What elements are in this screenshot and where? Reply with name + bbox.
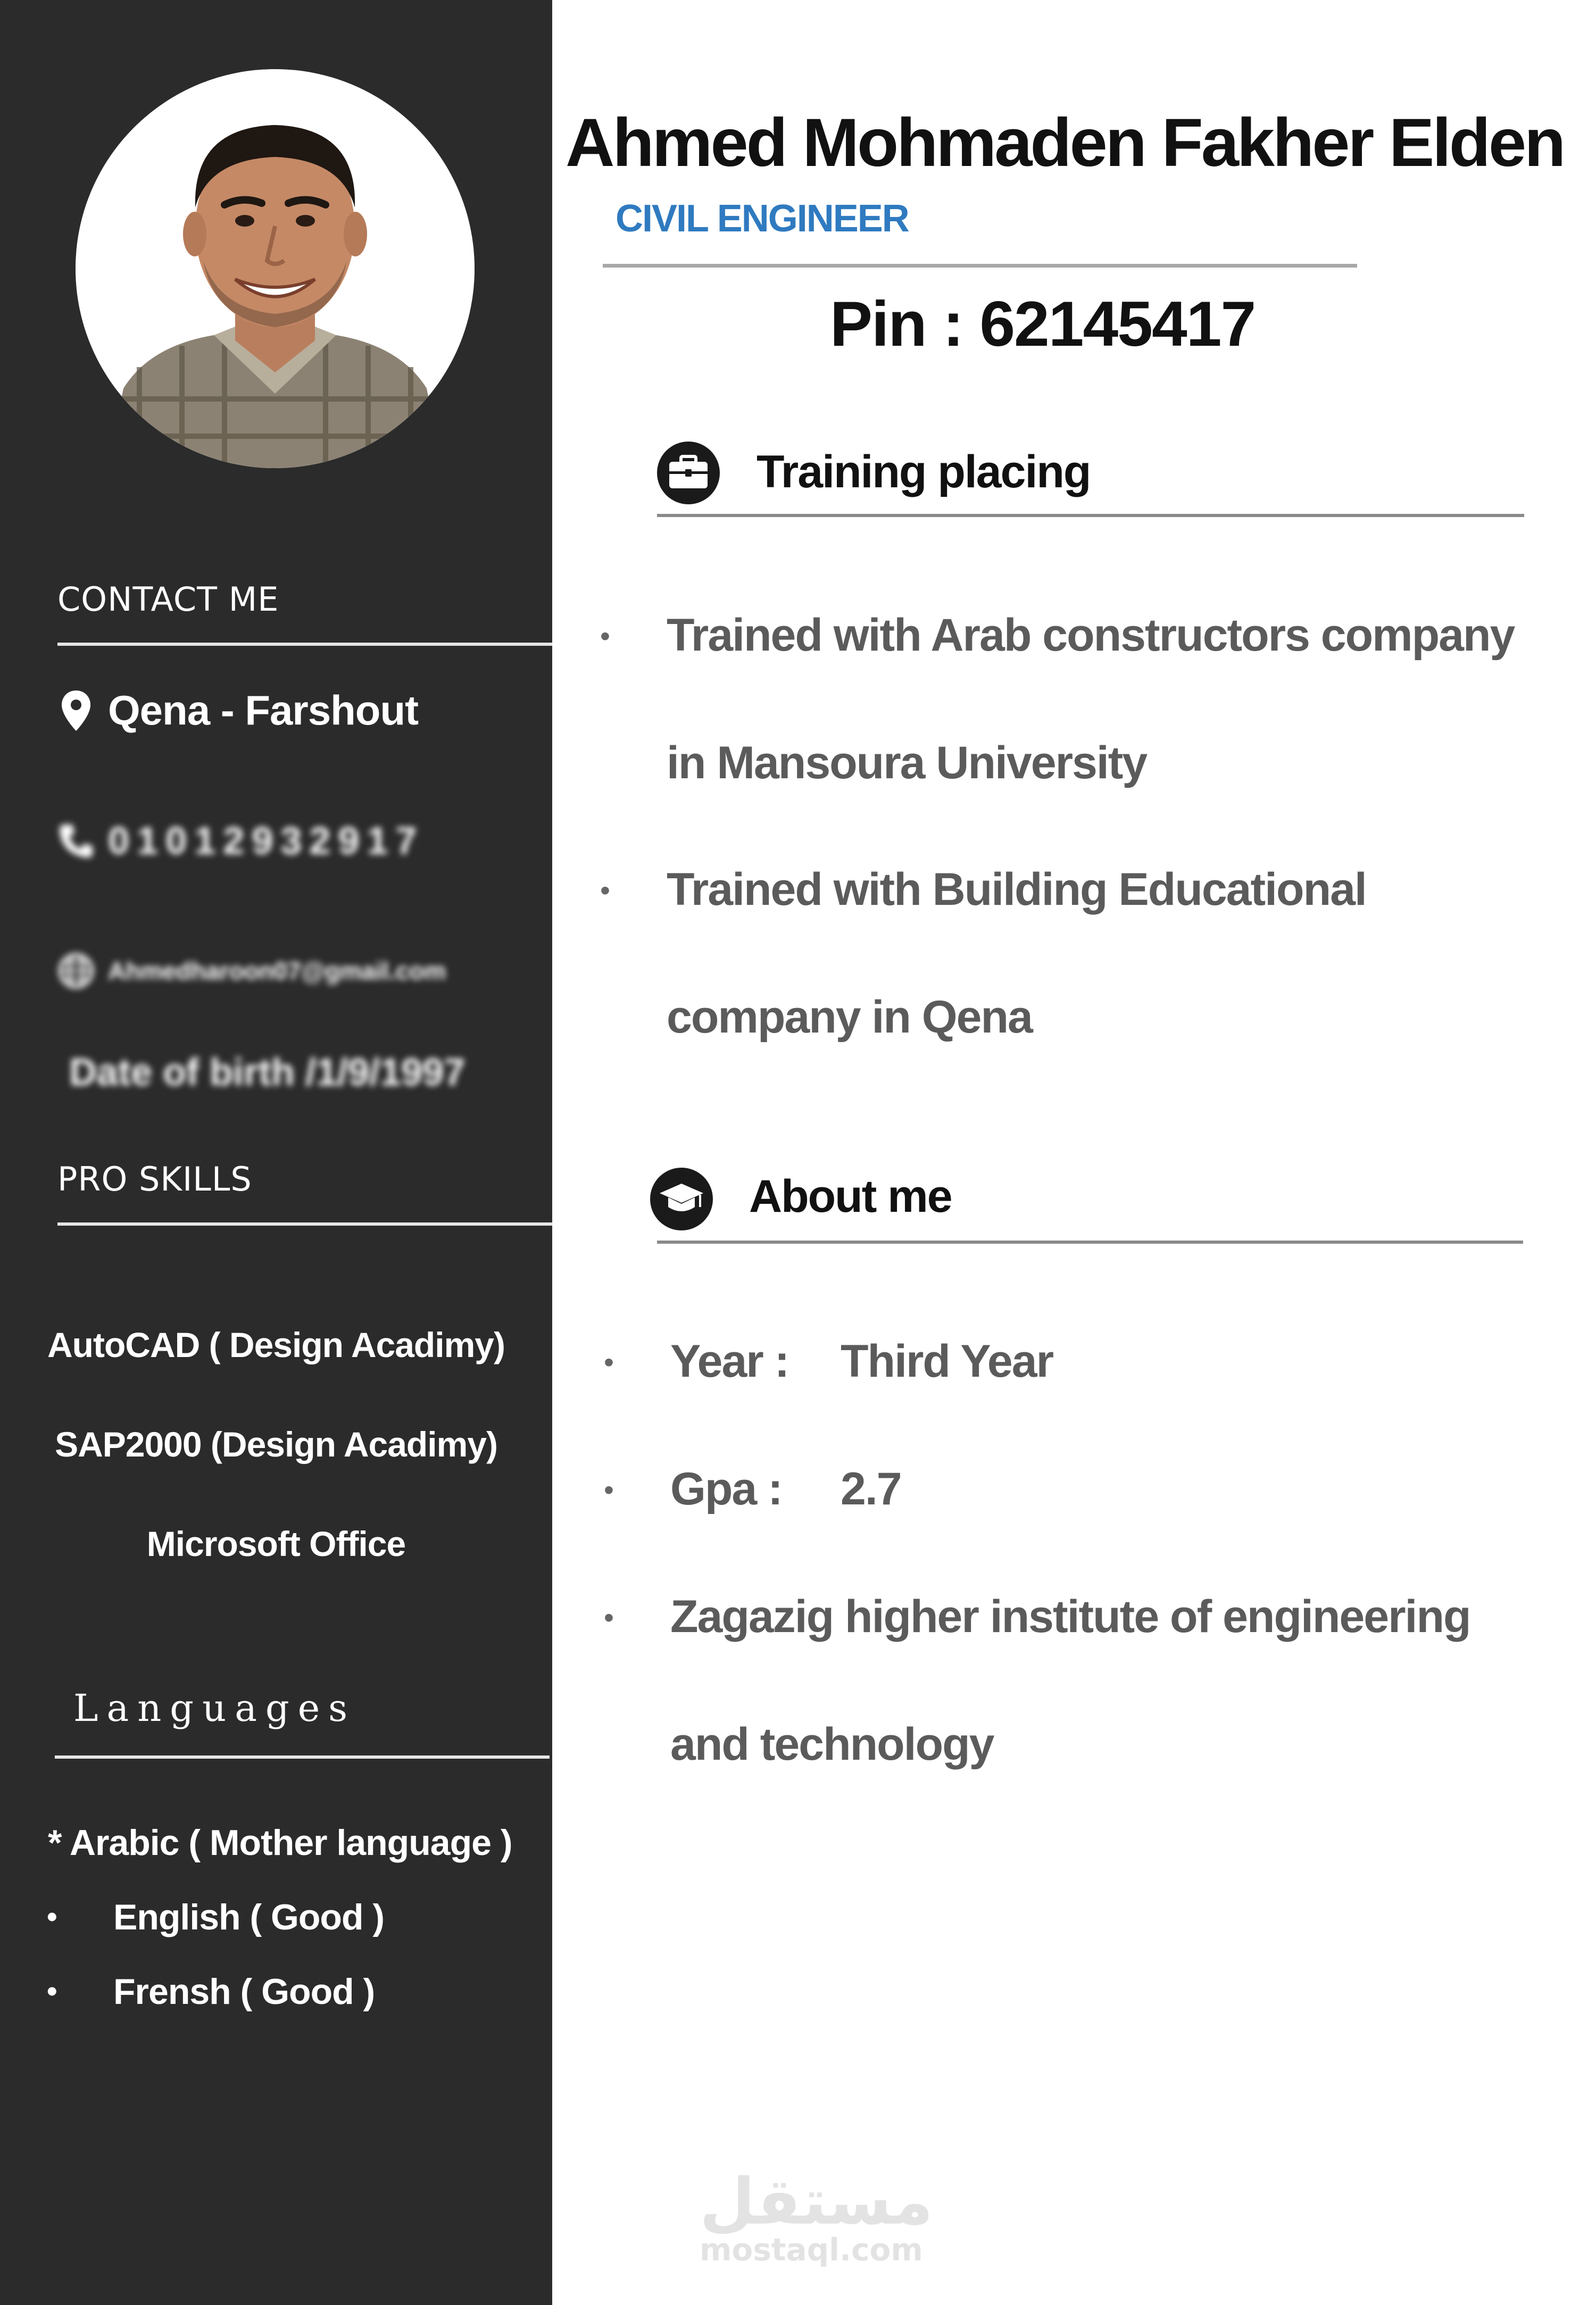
full-name: Ahmed Mohmaden Fakher Elden	[566, 105, 1564, 181]
contact-phone	[57, 819, 424, 863]
skills-divider	[57, 1222, 552, 1226]
languages-heading: Languages	[73, 1686, 356, 1730]
profile-photo	[76, 69, 475, 468]
date-of-birth: Date of birth /1/9/1997	[69, 1051, 466, 1094]
mostaql-watermark	[700, 2165, 933, 2268]
gpa-label: Gpa :	[670, 1463, 782, 1515]
gpa-value: 2.7	[841, 1463, 901, 1515]
training-line: Trained with Building Educational	[667, 864, 1366, 915]
contact-divider	[57, 643, 552, 646]
bullet-icon: •	[47, 1974, 57, 2008]
watermark-arabic: مستقل	[700, 2165, 933, 2239]
pin-number: Pin : 62145417	[830, 288, 1256, 360]
sidebar	[0, 0, 552, 2305]
title-divider	[603, 264, 1357, 268]
skill-item: SAP2000 (Design Acadimy)	[55, 1425, 497, 1464]
institute-line: and technology	[670, 1719, 994, 1770]
bullet-icon: •	[600, 620, 610, 652]
institute-line: Zagazig higher institute of engineering	[670, 1591, 1470, 1642]
language-item: * Arabic ( Mother language )	[48, 1823, 512, 1863]
training-heading: Training placing	[757, 446, 1091, 497]
location-text: Qena - Farshout	[108, 687, 419, 734]
bullet-icon: •	[604, 1346, 614, 1378]
language-item: English ( Good )	[113, 1897, 385, 1937]
bullet-icon: •	[604, 1602, 614, 1634]
job-title: CIVIL ENGINEER	[616, 197, 909, 240]
phone-icon	[57, 820, 95, 862]
language-item: Frensh ( Good )	[113, 1971, 375, 2012]
training-line: in Mansoura University	[667, 737, 1147, 788]
phone-text: 01012932917	[108, 820, 425, 862]
about-heading: About me	[749, 1171, 952, 1222]
watermark-latin: mostaql.com	[700, 2232, 923, 2268]
skill-item: AutoCAD ( Design Acadimy)	[47, 1325, 505, 1364]
training-divider	[657, 514, 1524, 517]
training-line: Trained with Arab constructors company	[667, 610, 1515, 661]
skill-item: Microsoft Office	[146, 1524, 406, 1563]
profile-photo-reflection	[76, 468, 475, 575]
year-label: Year :	[670, 1336, 789, 1387]
briefcase-icon	[657, 442, 720, 504]
bullet-icon: •	[600, 875, 610, 906]
skills-heading: PRO SKILLS	[57, 1160, 252, 1199]
contact-email	[57, 950, 446, 992]
contact-location	[57, 686, 418, 735]
year-value: Third Year	[841, 1336, 1053, 1387]
training-line: company in Qena	[667, 992, 1032, 1043]
email-text: Ahmedharoon07@gmail.com	[108, 957, 446, 985]
bullet-icon: •	[604, 1474, 614, 1506]
languages-divider	[55, 1755, 550, 1759]
globe-icon	[57, 950, 95, 992]
location-pin-icon	[57, 689, 95, 732]
bullet-icon: •	[47, 1900, 57, 1933]
contact-heading: CONTACT ME	[57, 580, 279, 619]
graduation-cap-icon	[650, 1168, 713, 1230]
about-divider	[657, 1241, 1523, 1244]
